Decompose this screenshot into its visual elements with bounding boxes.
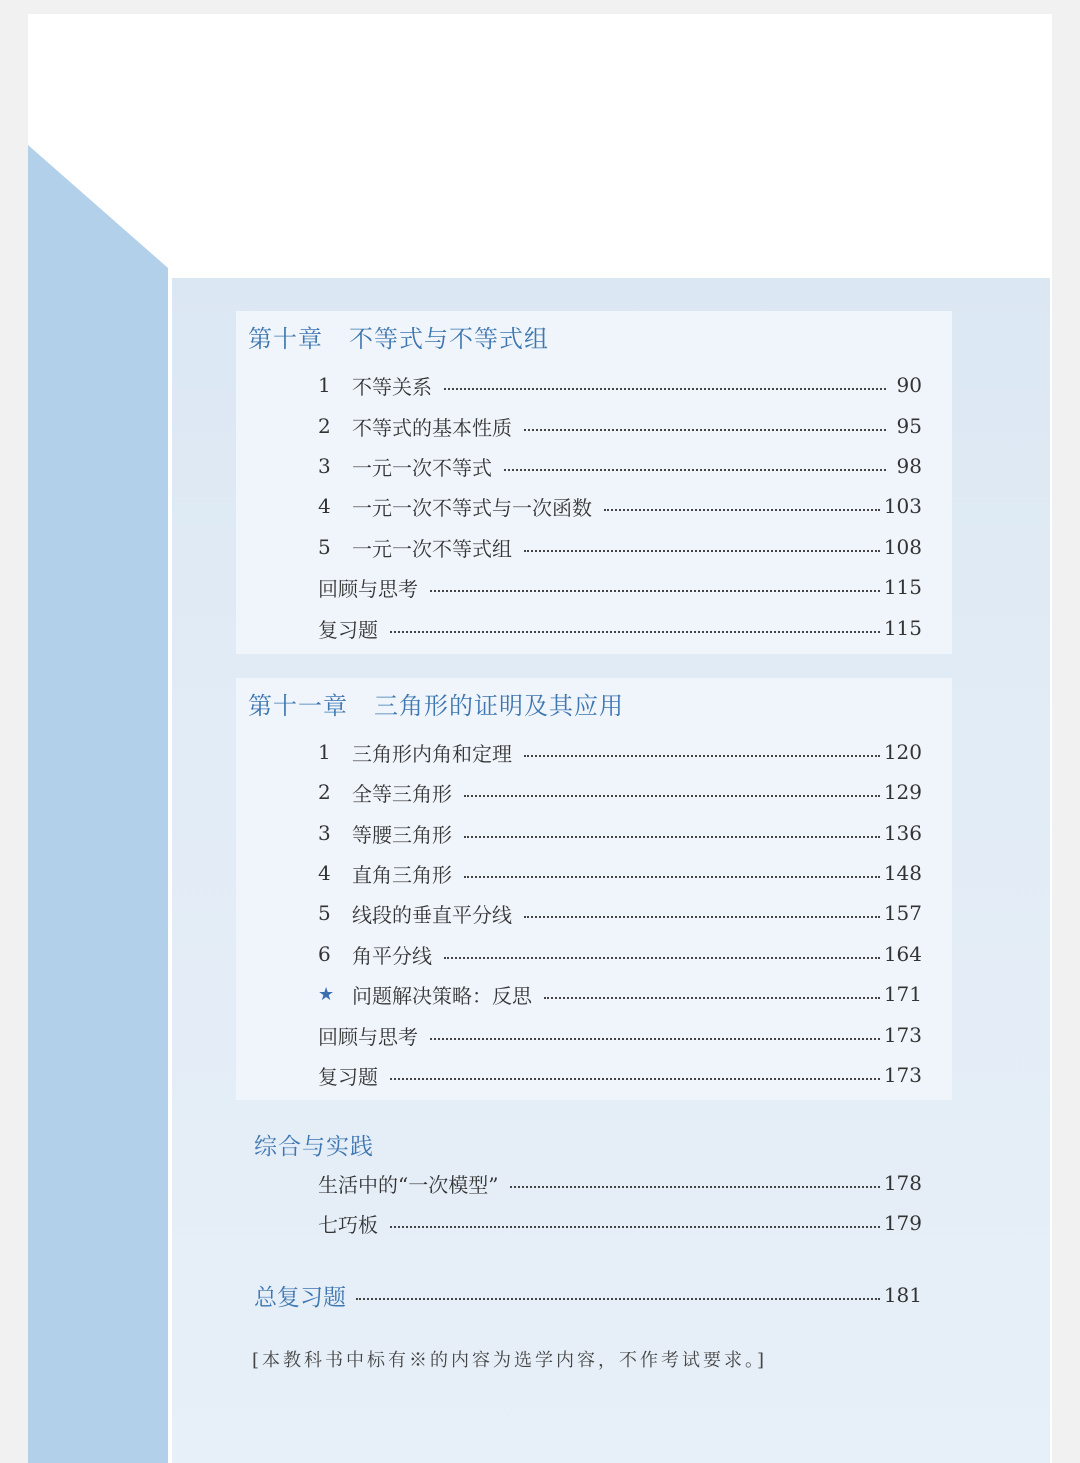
toc-entry[interactable] bbox=[318, 1015, 922, 1055]
dot-leader bbox=[444, 388, 886, 390]
chapter-10-title: 不等式与不等式组 bbox=[349, 325, 549, 353]
toc-entry[interactable] bbox=[318, 406, 922, 446]
entry-label: 一元一次不等式组 bbox=[352, 536, 512, 561]
entry-index: 3 bbox=[318, 821, 331, 845]
toc-entry[interactable] bbox=[318, 813, 922, 853]
entry-page: 90 bbox=[896, 373, 922, 397]
decorative-left-band bbox=[28, 0, 168, 1463]
dot-leader bbox=[444, 957, 880, 959]
entry-page: 108 bbox=[883, 535, 922, 559]
entry-page: 179 bbox=[883, 1211, 922, 1235]
entry-page: 157 bbox=[883, 901, 922, 925]
entry-page: 98 bbox=[896, 454, 922, 478]
toc-entry[interactable] bbox=[318, 853, 922, 893]
dot-leader bbox=[464, 795, 880, 797]
chapter-10-number: 第十章 bbox=[248, 325, 323, 353]
footnote: [本教科书中标有※的内容为选学内容，不作考试要求。] bbox=[252, 1350, 768, 1371]
entry-label: 全等三角形 bbox=[352, 781, 452, 806]
entry-index: 4 bbox=[318, 861, 331, 885]
entry-label: 复习题 bbox=[318, 1064, 378, 1089]
entry-label: 回顾与思考 bbox=[318, 1024, 418, 1049]
entry-page: 173 bbox=[883, 1023, 922, 1047]
entry-label: 三角形内角和定理 bbox=[352, 741, 512, 766]
dot-leader bbox=[510, 1186, 879, 1188]
dot-leader bbox=[544, 997, 880, 999]
entry-page: 178 bbox=[883, 1171, 922, 1195]
entry-page: 173 bbox=[883, 1063, 922, 1087]
entry-label: 问题解决策略：反思 bbox=[352, 983, 532, 1008]
dot-leader bbox=[430, 590, 880, 592]
entry-page: 136 bbox=[883, 821, 922, 845]
entry-label: 七巧板 bbox=[318, 1212, 378, 1237]
entry-index: 5 bbox=[318, 901, 331, 925]
entry-page: 115 bbox=[883, 575, 922, 599]
dot-leader bbox=[504, 469, 886, 471]
toc-entry[interactable] bbox=[318, 567, 922, 607]
final-review-label: 总复习题 bbox=[254, 1284, 346, 1311]
dot-leader bbox=[356, 1298, 880, 1300]
entry-index: 2 bbox=[318, 414, 331, 438]
entry-label: 生活中的“一次模型” bbox=[318, 1172, 499, 1197]
toc-entry[interactable] bbox=[318, 527, 922, 567]
entry-page: 103 bbox=[883, 494, 922, 518]
dot-leader bbox=[390, 631, 880, 633]
entry-label: 复习题 bbox=[318, 617, 378, 642]
dot-leader bbox=[464, 876, 880, 878]
dot-leader bbox=[524, 550, 880, 552]
entry-index: 6 bbox=[318, 942, 331, 966]
toc-entry[interactable] bbox=[318, 1163, 922, 1203]
dot-leader bbox=[524, 755, 880, 757]
entry-page: 95 bbox=[896, 414, 922, 438]
toc-entry[interactable] bbox=[318, 486, 922, 526]
entry-page: 115 bbox=[883, 616, 922, 640]
dot-leader bbox=[390, 1078, 880, 1080]
entry-label: 直角三角形 bbox=[352, 862, 452, 887]
entry-label: 一元一次不等式 bbox=[352, 455, 492, 480]
chapter-11-number: 第十一章 bbox=[248, 692, 348, 720]
entry-index: 5 bbox=[318, 535, 331, 559]
final-review-entry[interactable] bbox=[254, 1275, 922, 1315]
entry-index: 1 bbox=[318, 373, 331, 397]
entry-page: 164 bbox=[883, 942, 922, 966]
entry-label: 不等式的基本性质 bbox=[352, 415, 512, 440]
entry-label: 回顾与思考 bbox=[318, 576, 418, 601]
toc-entry[interactable] bbox=[318, 608, 922, 648]
dot-leader bbox=[430, 1038, 880, 1040]
chapter-11-title: 三角形的证明及其应用 bbox=[374, 692, 624, 720]
dot-leader bbox=[604, 509, 880, 511]
toc-entry[interactable] bbox=[318, 893, 922, 933]
toc-entry[interactable] bbox=[318, 1203, 922, 1243]
toc-entry[interactable] bbox=[318, 732, 922, 772]
toc-entry[interactable] bbox=[318, 365, 922, 405]
dot-leader bbox=[390, 1226, 880, 1228]
chapter-11-heading bbox=[248, 686, 624, 721]
toc-entry[interactable] bbox=[318, 1055, 922, 1095]
entry-page: 171 bbox=[883, 982, 922, 1006]
entry-label: 一元一次不等式与一次函数 bbox=[352, 495, 592, 520]
practice-heading: 综合与实践 bbox=[254, 1134, 374, 1160]
entry-index: 4 bbox=[318, 494, 331, 518]
dot-leader bbox=[464, 836, 880, 838]
star-icon: ★ bbox=[318, 983, 335, 1005]
dot-leader bbox=[524, 916, 880, 918]
toc-entry[interactable] bbox=[318, 446, 922, 486]
toc-entry[interactable] bbox=[318, 974, 922, 1014]
entry-page: 148 bbox=[883, 861, 922, 885]
entry-label: 角平分线 bbox=[352, 943, 432, 968]
entry-label: 线段的垂直平分线 bbox=[352, 902, 512, 927]
entry-page: 129 bbox=[883, 780, 922, 804]
toc-entry[interactable] bbox=[318, 772, 922, 812]
entry-index: 1 bbox=[318, 740, 331, 764]
entry-index: 3 bbox=[318, 454, 331, 478]
entry-page: 120 bbox=[883, 740, 922, 764]
dot-leader bbox=[524, 429, 886, 431]
chapter-10-heading bbox=[248, 319, 549, 354]
entry-label: 等腰三角形 bbox=[352, 822, 452, 847]
entry-label: 不等关系 bbox=[352, 374, 432, 399]
toc-entry[interactable] bbox=[318, 934, 922, 974]
final-review-page: 181 bbox=[883, 1283, 922, 1307]
entry-index: 2 bbox=[318, 780, 331, 804]
